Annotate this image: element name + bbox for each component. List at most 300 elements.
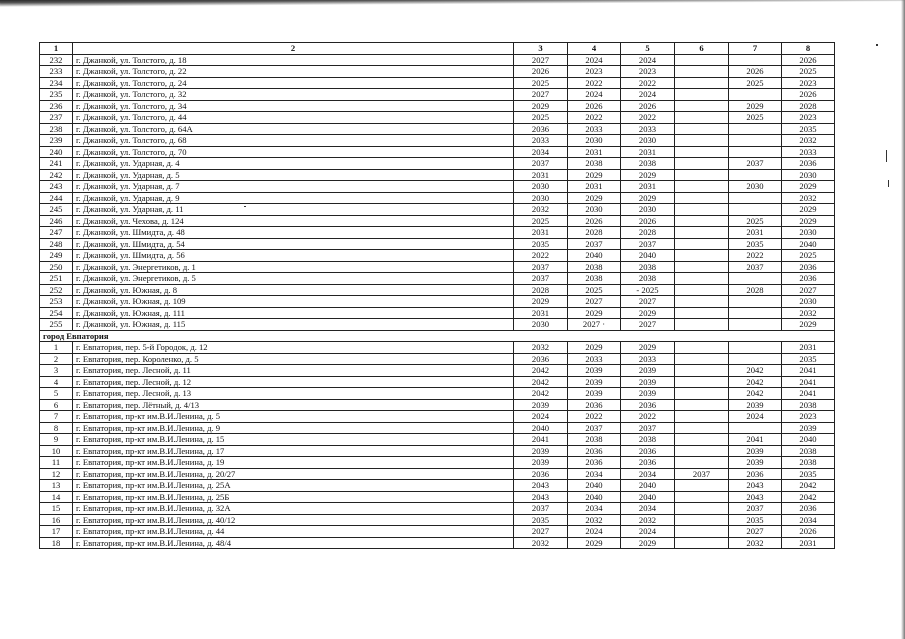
- row-number-cell: 239: [40, 135, 73, 147]
- col5-cell: 2037: [621, 238, 675, 250]
- table-row: [40, 503, 835, 515]
- col8-cell: 2030: [782, 296, 835, 308]
- col3-cell: 2037: [514, 503, 568, 515]
- col5-cell: 2036: [621, 399, 675, 411]
- row-number-cell: 1: [40, 342, 73, 354]
- col7-cell: 2027: [729, 526, 782, 538]
- row-number-cell: 16: [40, 514, 73, 526]
- col7-cell: 2032: [729, 537, 782, 549]
- col3-cell: 2030: [514, 319, 568, 331]
- address-cell: г. Евпатория, пр-кт им.В.И.Ленина, д. 44: [73, 526, 514, 538]
- col6-cell: [675, 526, 729, 538]
- table-row: [40, 480, 835, 492]
- col6-cell: [675, 296, 729, 308]
- address-cell: г. Евпатория, пр-кт им.В.И.Ленина, д. 32А: [73, 503, 514, 515]
- col3-cell: 2039: [514, 457, 568, 469]
- table-row: [40, 457, 835, 469]
- table-row: [40, 192, 835, 204]
- table-row: [40, 238, 835, 250]
- column-header: 1: [40, 43, 73, 55]
- col4-cell: 2030: [568, 204, 621, 216]
- address-cell: г. Джанкой, ул. Ударная, д. 5: [73, 169, 514, 181]
- col4-cell: 2040: [568, 250, 621, 262]
- col5-cell: 2029: [621, 537, 675, 549]
- col6-cell: [675, 169, 729, 181]
- col5-cell: 2029: [621, 169, 675, 181]
- address-cell: г. Джанкой, ул. Ударная, д. 4: [73, 158, 514, 170]
- col4-cell: 2033: [568, 123, 621, 135]
- col8-cell: 2023: [782, 112, 835, 124]
- table-row: [40, 411, 835, 423]
- col8-cell: 2036: [782, 158, 835, 170]
- col4-cell: 2039: [568, 388, 621, 400]
- table-row: [40, 526, 835, 538]
- table-header-row: [40, 43, 835, 55]
- col4-cell: 2023: [568, 66, 621, 78]
- column-header: 5: [621, 43, 675, 55]
- address-cell: г. Джанкой, ул. Шмидта, д. 54: [73, 238, 514, 250]
- table-row: [40, 66, 835, 78]
- col8-cell: 2038: [782, 445, 835, 457]
- col4-cell: 2039: [568, 365, 621, 377]
- col5-cell: 2031: [621, 181, 675, 193]
- col4-cell: 2040: [568, 480, 621, 492]
- col5-cell: 2027: [621, 319, 675, 331]
- row-number-cell: 232: [40, 54, 73, 66]
- col4-cell: 2034: [568, 468, 621, 480]
- col7-cell: [729, 146, 782, 158]
- col7-cell: 2024: [729, 411, 782, 423]
- col5-cell: 2033: [621, 123, 675, 135]
- row-number-cell: 7: [40, 411, 73, 423]
- col5-cell: 2040: [621, 480, 675, 492]
- col4-cell: 2022: [568, 112, 621, 124]
- col4-cell: 2038: [568, 261, 621, 273]
- col7-cell: [729, 319, 782, 331]
- col7-cell: 2035: [729, 514, 782, 526]
- table-row: [40, 112, 835, 124]
- col4-cell: 2037: [568, 422, 621, 434]
- address-cell: г. Евпатория, пер. Короленко, д. 5: [73, 353, 514, 365]
- col7-cell: 2037: [729, 503, 782, 515]
- col5-cell: 2039: [621, 388, 675, 400]
- address-cell: г. Евпатория, пр-кт им.В.И.Ленина, д. 40/12: [73, 514, 514, 526]
- address-cell: г. Джанкой, ул. Южная, д. 115: [73, 319, 514, 331]
- col3-cell: 2027: [514, 54, 568, 66]
- col6-cell: [675, 89, 729, 101]
- col3-cell: 2025: [514, 215, 568, 227]
- col4-cell: 2031: [568, 146, 621, 158]
- col3-cell: 2025: [514, 112, 568, 124]
- col7-cell: 2043: [729, 480, 782, 492]
- col7-cell: [729, 123, 782, 135]
- col5-cell: 2038: [621, 261, 675, 273]
- col7-cell: [729, 422, 782, 434]
- row-number-cell: 253: [40, 296, 73, 308]
- table-row: [40, 89, 835, 101]
- col5-cell: 2022: [621, 77, 675, 89]
- table-row: [40, 514, 835, 526]
- row-number-cell: 14: [40, 491, 73, 503]
- col8-cell: 2028: [782, 100, 835, 112]
- col3-cell: 2042: [514, 388, 568, 400]
- col8-cell: 2029: [782, 204, 835, 216]
- col5-cell: 2024: [621, 54, 675, 66]
- col3-cell: 2036: [514, 353, 568, 365]
- col7-cell: [729, 135, 782, 147]
- col5-cell: 2038: [621, 434, 675, 446]
- col3-cell: 2043: [514, 480, 568, 492]
- table-row: [40, 365, 835, 377]
- table-row: [40, 422, 835, 434]
- col6-cell: [675, 261, 729, 273]
- col5-cell: 2036: [621, 445, 675, 457]
- col4-cell: 2034: [568, 503, 621, 515]
- col6-cell: [675, 457, 729, 469]
- col7-cell: [729, 353, 782, 365]
- row-number-cell: 8: [40, 422, 73, 434]
- col5-cell: 2028: [621, 227, 675, 239]
- col3-cell: 2025: [514, 77, 568, 89]
- col6-cell: [675, 434, 729, 446]
- col5-cell: 2030: [621, 204, 675, 216]
- col7-cell: [729, 89, 782, 101]
- col4-cell: 2029: [568, 342, 621, 354]
- column-header: 3: [514, 43, 568, 55]
- col6-cell: [675, 342, 729, 354]
- table-row: [40, 123, 835, 135]
- col8-cell: 2031: [782, 537, 835, 549]
- address-cell: г. Евпатория, пер. Лесной, д. 11: [73, 365, 514, 377]
- section-header-row: [40, 330, 835, 342]
- scan-speck: [876, 44, 878, 46]
- col6-cell: [675, 238, 729, 250]
- col3-cell: 2037: [514, 158, 568, 170]
- col4-cell: 2029: [568, 307, 621, 319]
- col4-cell: 2028: [568, 227, 621, 239]
- address-cell: г. Евпатория, пер. Лесной, д. 13: [73, 388, 514, 400]
- col6-cell: [675, 158, 729, 170]
- row-number-cell: 17: [40, 526, 73, 538]
- table-row: [40, 215, 835, 227]
- col3-cell: 2022: [514, 250, 568, 262]
- address-cell: г. Евпатория, пр-кт им.В.И.Ленина, д. 25Б: [73, 491, 514, 503]
- col4-cell: 2029: [568, 537, 621, 549]
- col3-cell: 2032: [514, 342, 568, 354]
- col4-cell: 2024: [568, 89, 621, 101]
- row-number-cell: 244: [40, 192, 73, 204]
- col8-cell: 2027: [782, 284, 835, 296]
- col4-cell: 2029: [568, 169, 621, 181]
- scan-edge-top: [0, 0, 905, 7]
- col3-cell: 2027: [514, 89, 568, 101]
- col6-cell: [675, 503, 729, 515]
- table-row: [40, 135, 835, 147]
- col3-cell: 2041: [514, 434, 568, 446]
- row-number-cell: 234: [40, 77, 73, 89]
- col3-cell: 2042: [514, 365, 568, 377]
- col8-cell: 2040: [782, 434, 835, 446]
- row-number-cell: 247: [40, 227, 73, 239]
- address-cell: г. Евпатория, пер. Лётный, д. 4/13: [73, 399, 514, 411]
- col4-cell: 2038: [568, 158, 621, 170]
- address-cell: г. Джанкой, ул. Шмидта, д. 48: [73, 227, 514, 239]
- col4-cell: 2025: [568, 284, 621, 296]
- row-number-cell: 255: [40, 319, 73, 331]
- col3-cell: 2039: [514, 399, 568, 411]
- col8-cell: 2025: [782, 66, 835, 78]
- col7-cell: 2043: [729, 491, 782, 503]
- col7-cell: 2035: [729, 238, 782, 250]
- col3-cell: 2042: [514, 376, 568, 388]
- table-row: [40, 353, 835, 365]
- col3-cell: 2034: [514, 146, 568, 158]
- table-row: [40, 491, 835, 503]
- scan-speck: [886, 150, 887, 162]
- col8-cell: 2041: [782, 365, 835, 377]
- col3-cell: 2032: [514, 204, 568, 216]
- col7-cell: 2041: [729, 434, 782, 446]
- row-number-cell: 6: [40, 399, 73, 411]
- col5-cell: 2034: [621, 503, 675, 515]
- col8-cell: 2029: [782, 319, 835, 331]
- address-cell: г. Евпатория, пр-кт им.В.И.Ленина, д. 20/27: [73, 468, 514, 480]
- col6-cell: [675, 388, 729, 400]
- col3-cell: 2031: [514, 227, 568, 239]
- col6-cell: [675, 399, 729, 411]
- col3-cell: 2031: [514, 307, 568, 319]
- col3-cell: 2028: [514, 284, 568, 296]
- register-table: [39, 42, 835, 549]
- col4-cell: 2038: [568, 273, 621, 285]
- col3-cell: 2032: [514, 537, 568, 549]
- row-number-cell: 243: [40, 181, 73, 193]
- address-cell: г. Джанкой, ул. Южная, д. 109: [73, 296, 514, 308]
- col7-cell: [729, 54, 782, 66]
- col5-cell: 2038: [621, 273, 675, 285]
- col3-cell: 2027: [514, 526, 568, 538]
- col3-cell: 2040: [514, 422, 568, 434]
- col6-cell: [675, 319, 729, 331]
- row-number-cell: 13: [40, 480, 73, 492]
- address-cell: г. Джанкой, ул. Чехова, д. 124: [73, 215, 514, 227]
- col8-cell: 2035: [782, 123, 835, 135]
- col6-cell: [675, 135, 729, 147]
- scan-edge-right: [901, 0, 905, 639]
- col6-cell: [675, 537, 729, 549]
- table-row: [40, 468, 835, 480]
- col6-cell: [675, 112, 729, 124]
- col7-cell: 2025: [729, 77, 782, 89]
- row-number-cell: 240: [40, 146, 73, 158]
- col6-cell: [675, 204, 729, 216]
- col8-cell: 2026: [782, 54, 835, 66]
- col6-cell: [675, 123, 729, 135]
- row-number-cell: 254: [40, 307, 73, 319]
- col6-cell: [675, 445, 729, 457]
- address-cell: г. Евпатория, пр-кт им.В.И.Ленина, д. 48/4: [73, 537, 514, 549]
- address-cell: г. Джанкой, ул. Толстого, д. 44: [73, 112, 514, 124]
- col8-cell: 2035: [782, 468, 835, 480]
- address-cell: г. Джанкой, ул. Толстого, д. 24: [73, 77, 514, 89]
- col6-cell: [675, 250, 729, 262]
- col4-cell: 2022: [568, 77, 621, 89]
- col7-cell: 2031: [729, 227, 782, 239]
- col5-cell: 2032: [621, 514, 675, 526]
- col3-cell: 2037: [514, 273, 568, 285]
- col4-cell: 2031: [568, 181, 621, 193]
- row-number-cell: 252: [40, 284, 73, 296]
- col8-cell: 2036: [782, 503, 835, 515]
- row-number-cell: 233: [40, 66, 73, 78]
- col8-cell: 2032: [782, 192, 835, 204]
- column-header: 7: [729, 43, 782, 55]
- col3-cell: 2036: [514, 468, 568, 480]
- col8-cell: 2040: [782, 238, 835, 250]
- col8-cell: 2032: [782, 135, 835, 147]
- col3-cell: 2039: [514, 445, 568, 457]
- address-cell: г. Джанкой, ул. Толстого, д. 22: [73, 66, 514, 78]
- table-row: [40, 399, 835, 411]
- col4-cell: 2032: [568, 514, 621, 526]
- col8-cell: 2031: [782, 342, 835, 354]
- address-cell: г. Джанкой, ул. Толстого, д. 68: [73, 135, 514, 147]
- col8-cell: 2036: [782, 273, 835, 285]
- col3-cell: 2036: [514, 123, 568, 135]
- col3-cell: 2031: [514, 169, 568, 181]
- col3-cell: 2030: [514, 192, 568, 204]
- address-cell: г. Джанкой, ул. Толстого, д. 64А: [73, 123, 514, 135]
- col7-cell: [729, 342, 782, 354]
- table-row: [40, 388, 835, 400]
- address-cell: г. Джанкой, ул. Ударная, д. 7: [73, 181, 514, 193]
- col4-cell: 2037: [568, 238, 621, 250]
- col5-cell: 2038: [621, 158, 675, 170]
- address-cell: г. Евпатория, пр-кт им.В.И.Ленина, д. 15: [73, 434, 514, 446]
- col6-cell: [675, 66, 729, 78]
- col8-cell: 2042: [782, 491, 835, 503]
- col5-cell: 2031: [621, 146, 675, 158]
- address-cell: г. Евпатория, пр-кт им.В.И.Ленина, д. 17: [73, 445, 514, 457]
- col4-cell: 2040: [568, 491, 621, 503]
- col4-cell: 2026: [568, 215, 621, 227]
- col6-cell: [675, 146, 729, 158]
- col7-cell: 2042: [729, 365, 782, 377]
- col3-cell: 2035: [514, 238, 568, 250]
- col7-cell: 2025: [729, 215, 782, 227]
- col8-cell: 2036: [782, 261, 835, 273]
- col5-cell: 2039: [621, 365, 675, 377]
- col6-cell: [675, 227, 729, 239]
- row-number-cell: 241: [40, 158, 73, 170]
- col8-cell: 2026: [782, 526, 835, 538]
- col8-cell: 2042: [782, 480, 835, 492]
- address-cell: г. Джанкой, ул. Ударная, д. 11: [73, 204, 514, 216]
- col6-cell: [675, 54, 729, 66]
- row-number-cell: 15: [40, 503, 73, 515]
- col4-cell: 2027 ·: [568, 319, 621, 331]
- col6-cell: [675, 181, 729, 193]
- col7-cell: [729, 204, 782, 216]
- col7-cell: 2037: [729, 261, 782, 273]
- table-row: [40, 227, 835, 239]
- col8-cell: 2032: [782, 307, 835, 319]
- col4-cell: 2024: [568, 54, 621, 66]
- col3-cell: 2029: [514, 296, 568, 308]
- col8-cell: 2030: [782, 227, 835, 239]
- col6-cell: [675, 514, 729, 526]
- row-number-cell: 12: [40, 468, 73, 480]
- col4-cell: 2022: [568, 411, 621, 423]
- col8-cell: 2029: [782, 181, 835, 193]
- table-row: [40, 376, 835, 388]
- col7-cell: [729, 273, 782, 285]
- row-number-cell: 250: [40, 261, 73, 273]
- address-cell: г. Джанкой, ул. Южная, д. 111: [73, 307, 514, 319]
- col7-cell: 2036: [729, 468, 782, 480]
- address-cell: г. Евпатория, пр-кт им.В.И.Ленина, д. 5: [73, 411, 514, 423]
- col7-cell: 2025: [729, 112, 782, 124]
- col7-cell: 2030: [729, 181, 782, 193]
- col5-cell: 2040: [621, 250, 675, 262]
- col6-cell: [675, 307, 729, 319]
- col5-cell: 2022: [621, 411, 675, 423]
- col6-cell: [675, 353, 729, 365]
- column-header: 4: [568, 43, 621, 55]
- table-row: [40, 307, 835, 319]
- table-row: [40, 261, 835, 273]
- col4-cell: 2033: [568, 353, 621, 365]
- col6-cell: [675, 422, 729, 434]
- table-row: [40, 181, 835, 193]
- col6-cell: [675, 411, 729, 423]
- col4-cell: 2029: [568, 192, 621, 204]
- col8-cell: 2041: [782, 376, 835, 388]
- col7-cell: 2022: [729, 250, 782, 262]
- col7-cell: 2042: [729, 376, 782, 388]
- address-cell: г. Джанкой, ул. Энергетиков, д. 5: [73, 273, 514, 285]
- col7-cell: 2037: [729, 158, 782, 170]
- col5-cell: 2034: [621, 468, 675, 480]
- col8-cell: 2029: [782, 215, 835, 227]
- table-row: [40, 319, 835, 331]
- col8-cell: 2025: [782, 250, 835, 262]
- table-row: [40, 100, 835, 112]
- address-cell: г. Евпатория, пр-кт им.В.И.Ленина, д. 25А: [73, 480, 514, 492]
- row-number-cell: 5: [40, 388, 73, 400]
- col3-cell: 2024: [514, 411, 568, 423]
- table-row: [40, 250, 835, 262]
- address-cell: г. Джанкой, ул. Толстого, д. 18: [73, 54, 514, 66]
- col8-cell: 2023: [782, 411, 835, 423]
- col5-cell: 2024: [621, 526, 675, 538]
- col3-cell: 2026: [514, 66, 568, 78]
- column-header: 2: [73, 43, 514, 55]
- table-row: [40, 204, 835, 216]
- col5-cell: 2037: [621, 422, 675, 434]
- col4-cell: 2026: [568, 100, 621, 112]
- col3-cell: 2030: [514, 181, 568, 193]
- table-row: [40, 537, 835, 549]
- col3-cell: 2035: [514, 514, 568, 526]
- col5-cell: 2024: [621, 89, 675, 101]
- row-number-cell: 2: [40, 353, 73, 365]
- col7-cell: 2029: [729, 100, 782, 112]
- row-number-cell: 236: [40, 100, 73, 112]
- col3-cell: 2033: [514, 135, 568, 147]
- row-number-cell: 4: [40, 376, 73, 388]
- col5-cell: 2033: [621, 353, 675, 365]
